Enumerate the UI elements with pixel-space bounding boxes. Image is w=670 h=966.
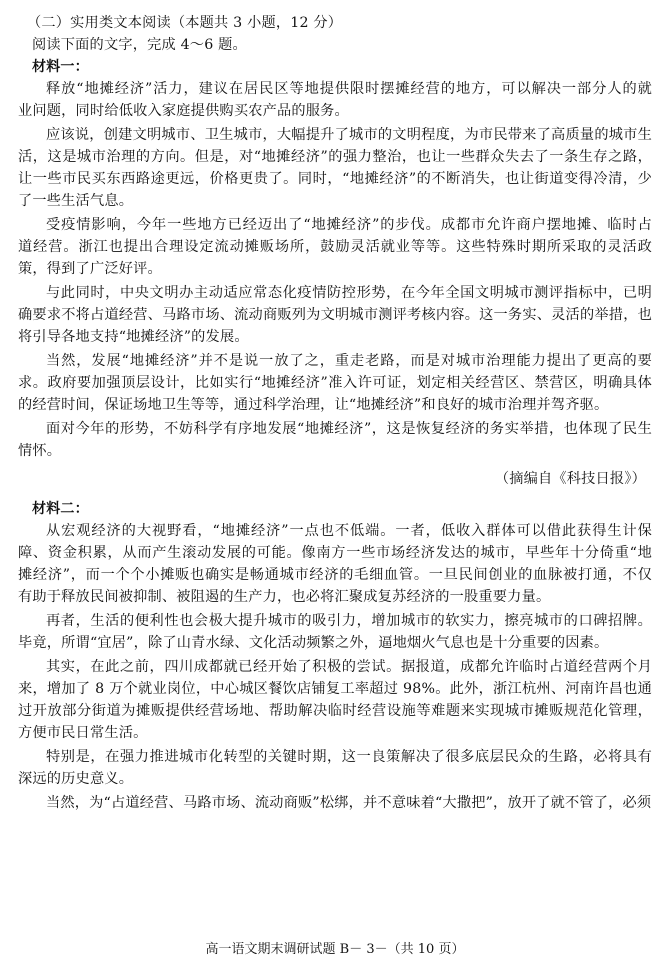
paragraph-line: 障、资金积累，从而产生滚动发展的可能。像南方一些市场经济发达的城市，早些年十分倚重“地 [18, 545, 652, 561]
material1-body [18, 78, 652, 462]
material1-source: （摘编自《科技日报》） [494, 471, 646, 487]
section-title: （二）实用类文本阅读（本题共 3 小题，12 分） [27, 15, 343, 31]
paragraph [18, 350, 652, 416]
paragraph-line: 活，这是城市治理的方向。但是，对“地摊经济”的强力整治，也让一些群众失去了一条生存之路， [18, 149, 652, 165]
paragraph-line: 应该说，创建文明城市、卫生城市，大幅提升了城市的文明程度，为市民带来了高质量的城市生 [46, 127, 652, 143]
paragraph [18, 520, 652, 608]
intro-instruction: 阅读下面的文字，完成 4～6 题。 [32, 37, 247, 53]
paragraph-line: 让一些市民买东西路途更远，价格更贵了。同时，“地摊经济”的不断消失，也让街道变得冷清，少 [18, 171, 652, 187]
paragraph-line: 毕竟，所谓“宜居”，除了山青水绿、文化活动频繁之外，逼地烟火气息也是十分重要的因素。 [18, 635, 609, 651]
paragraph [18, 418, 652, 462]
paragraph-line: 特别是，在强力推进城市化转型的关键时期，这一良策解决了很多底层民众的生路，必将具有 [46, 749, 652, 765]
material1-title: 材料一： [32, 59, 89, 75]
paragraph [18, 792, 652, 814]
paragraph-line: 受疫情影响，今年一些地方已经迈出了“地摊经济”的步伐。成都市允许商户摆地摊、临时占 [46, 217, 652, 233]
paragraph-line: 深远的历史意义。 [18, 771, 134, 787]
paragraph-line: 释放“地摊经济”活力，建议在居民区等地提供限时摆摊经营的地方，可以解决一部分人的就 [46, 81, 652, 97]
paragraph-line: 当然，发展“地摊经济”并不是说一放了之，重走老路，而是对城市治理能力提出了更高的要 [46, 353, 652, 369]
paragraph-line: 当然，为“占道经营、马路市场、流动商贩”松绑，并不意味着“大撒把”，放开了就不管了，必须 [46, 795, 652, 811]
paragraph [18, 124, 652, 212]
paragraph-line: 策，得到了广泛好评。 [18, 261, 162, 277]
paragraph [18, 610, 652, 654]
material2-body [18, 520, 652, 814]
paragraph-line: 了一些生活气息。 [18, 193, 134, 209]
paragraph-line: 其实，在此之前，四川成都就已经开始了积极的尝试。据报道，成都允许临时占道经营两个月 [46, 659, 652, 675]
paragraph-line: 有助于释放民间被抑制、被阻遏的生产力，也必将汇聚成复苏经济的一股重要力量。 [18, 589, 551, 605]
paragraph-line: 将引导各地支持“地摊经济”的发展。 [18, 329, 249, 345]
page-footer: 高一语文期末调研试题 B－ 3－（共 10 页） [205, 942, 465, 957]
paragraph [18, 282, 652, 348]
paragraph-line: 道经营。浙江也提出合理设定流动摊贩场所，鼓励灵活就业等等。这些特殊时期所采取的灵活政 [18, 239, 652, 255]
paragraph-line: 情怀。 [18, 443, 62, 459]
paragraph [18, 78, 652, 122]
paragraph-line: 摊经济”，而一个个小摊贩也确实是畅通城市经济的毛细血管。一旦民间创业的血脉被打通，不仅 [18, 567, 652, 583]
paragraph-line: 从宏观经济的大视野看，“地摊经济”一点也不低端。一者，低收入群体可以借此获得生计保 [46, 523, 652, 539]
paragraph-line: 过开放部分街道为摊贩提供经营场地、帮助解决临时经营设施等难题来实现城市摊贩规范化管理， [18, 703, 652, 719]
paragraph-line: 面对今年的形势，不妨科学有序地发展“地摊经济”，这是恢复经济的务实举措，也体现了民生 [46, 421, 652, 437]
paragraph-line: 与此同时，中央文明办主动适应常态化疫情防控形势，在今年全国文明城市测评指标中，已明 [46, 285, 652, 301]
paragraph [18, 656, 652, 744]
material2-title: 材料二： [32, 501, 89, 517]
paragraph [18, 746, 652, 790]
paragraph-line: 来，增加了 8 万个就业岗位，中心城区餐饮店铺复工率超过 98%。此外，浙江杭州、河南许昌也通 [18, 681, 652, 697]
paragraph-line: 求。政府要加强顶层设计，比如实行“地摊经济”准入许可证，划定相关经营区、禁营区，明确具体 [18, 375, 652, 391]
paragraph-line: 方便市民日常生活。 [18, 725, 148, 741]
paragraph-line: 再者，生活的便利性也会极大提升城市的吸引力，增加城市的软实力，擦亮城市的口碑招牌。 [46, 613, 652, 629]
paragraph-line: 业问题，同时给低收入家庭提供购买农产品的服务。 [18, 103, 349, 119]
paragraph-line: 确要求不将占道经营、马路市场、流动商贩列为文明城市测评考核内容。这一务实、灵活的举措，也 [18, 307, 652, 323]
paragraph-line: 的经营时间，保证场地卫生等等，通过科学治理，让“地摊经济”和良好的城市治理并驾齐驱。 [18, 397, 609, 413]
paragraph [18, 214, 652, 280]
